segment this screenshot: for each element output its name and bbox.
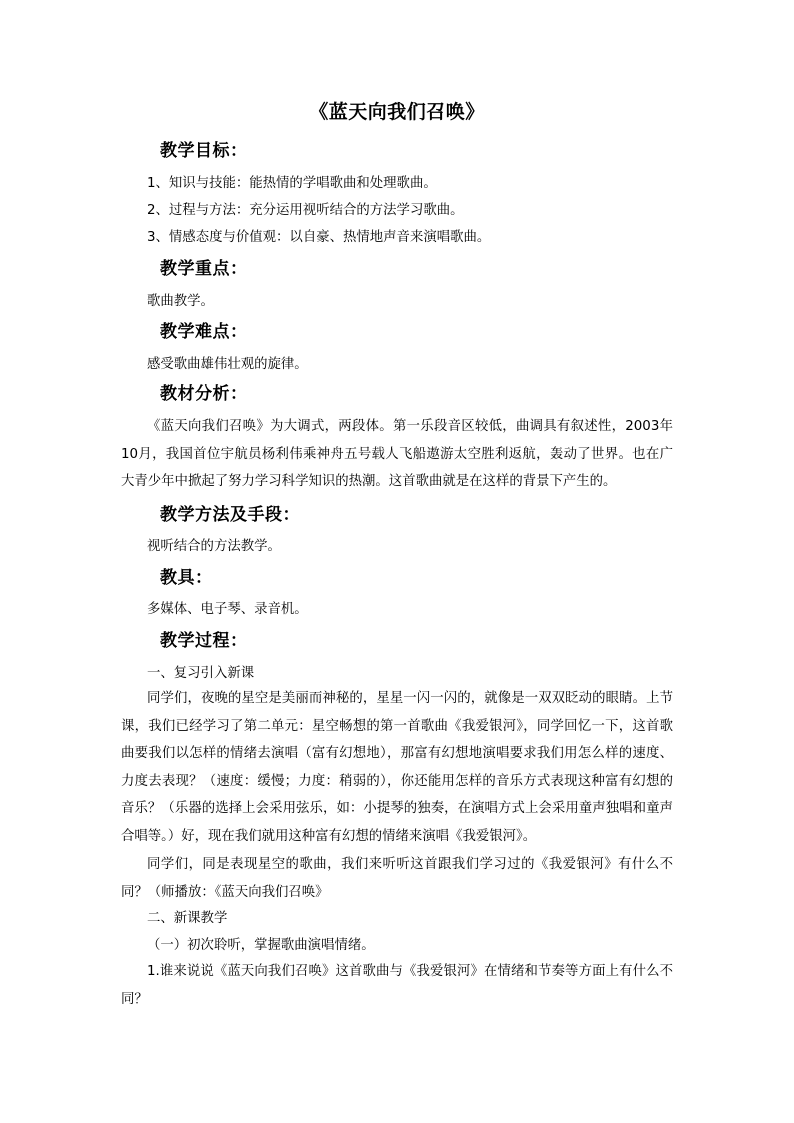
tools-text: 多媒体、电子琴、录音机。	[147, 602, 308, 617]
subsection-first-listening: （一）初次聆听，掌握歌曲演唱情绪。	[147, 938, 375, 953]
process-heading: 教学过程：	[160, 631, 248, 651]
methods-text: 视听结合的方法教学。	[147, 539, 281, 554]
analysis-paragraph: 《蓝天向我们召唤》为大调式，两段体。第一乐段音区较低，曲调具有叙述性，2003年10月，我国首位宇航员杨利伟乘神舟五号载人飞船遨游太空胜利返航，轰动了世界。也在广大青少年中掀起了努力学习科学知识的热潮。这首歌曲就是在这样的背景下产生的。	[121, 419, 673, 489]
difficulties-text: 感受歌曲雄伟壮观的旋律。	[147, 357, 308, 372]
objective-item-2: 2、过程与方法：充分运用视听结合的方法学习歌曲。	[147, 203, 464, 218]
key-points-heading: 教学重点：	[160, 259, 248, 279]
methods-heading: 教学方法及手段：	[160, 505, 300, 525]
objectives-heading: 教学目标：	[160, 141, 248, 161]
section-review-heading: 一、复习引入新课	[147, 666, 255, 681]
analysis-heading: 教材分析：	[160, 384, 248, 404]
objective-item-1: 1、知识与技能：能热情的学唱歌曲和处理歌曲。	[147, 176, 437, 191]
objective-item-3: 3、情感态度与价值观：以自豪、热情地声音来演唱歌曲。	[147, 230, 491, 245]
review-paragraph: 同学们，夜晚的星空是美丽而神秘的，星星一闪一闪的，就像是一双双眨动的眼睛。上节课，我们已经学习了第二单元：星空畅想的第一首歌曲《我爱银河》，同学回忆一下，这首歌曲要我们以怎样的情绪去演唱（富有幻想地），那富有幻想地演唱要求我们用怎么样的速度、力度去表现？（速度：缓慢；力度：稍弱的），你还能用怎样的音乐方式表现这种富有幻想的音乐？（乐器的选择上会采用弦乐，如：小提琴的独奏，在演唱方式上会采用童声独唱和童声合唱等。）好，现在我们就用这种富有幻想的情绪来演唱《我爱银河》。	[121, 691, 673, 844]
listening-intro-paragraph: 同学们，同是表现星空的歌曲，我们来听听这首跟我们学习过的《我爱银河》有什么不同？（师播放：《蓝天向我们召唤》	[121, 857, 673, 900]
key-points-text: 歌曲教学。	[147, 294, 214, 309]
document-title: 《蓝天向我们召唤》	[309, 101, 485, 123]
section-new-lesson-heading: 二、新课教学	[147, 911, 228, 926]
difficulties-heading: 教学难点：	[160, 322, 248, 342]
tools-heading: 教具：	[160, 568, 213, 588]
question-1: 1.谁来说说《蓝天向我们召唤》这首歌曲与《我爱银河》在情绪和节奏等方面上有什么不同？	[121, 964, 673, 1007]
